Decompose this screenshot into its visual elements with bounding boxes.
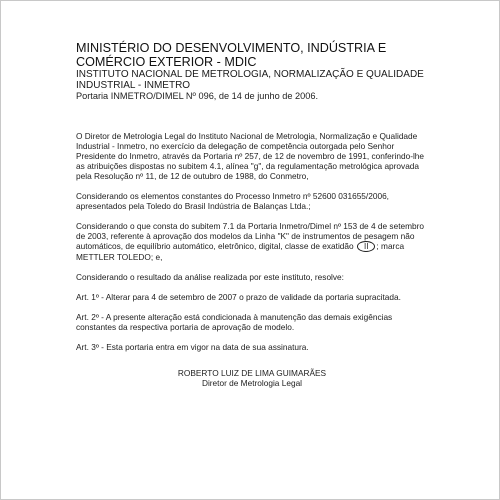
considering-line: de 2003, referente à aprovação dos modelos da Linha "K" de instrumentos de pesagem não (76, 231, 415, 241)
preamble-paragraph (76, 131, 428, 181)
preamble-line: as atribuições dispostas no subitem 4.1, alínea "g", da regulamentação metrológica aprovada (76, 161, 420, 171)
considering-line: METTLER TOLEDO; e, (76, 252, 163, 262)
portaria-reference: Portaria INMETRO/DIMEL Nº 096, de 14 de junho de 2006. (76, 91, 319, 101)
accuracy-class-mark: II (357, 241, 375, 252)
signatory-name: ROBERTO LUIZ DE LIMA GUIMARÃES (177, 368, 327, 378)
institute-title-line-1: INSTITUTO NACIONAL DE METROLOGIA, NORMALIZAÇÃO E QUALIDADE (76, 69, 424, 80)
considering-line-with-class (76, 241, 428, 252)
document-header (76, 41, 428, 102)
institute-title-line-2: INDUSTRIAL - INMETRO (76, 80, 191, 91)
ministry-title-line-2: COMÉRCIO EXTERIOR - MDIC (76, 55, 257, 69)
signatory-title: Diretor de Metrologia Legal (201, 378, 303, 388)
article-2 (76, 312, 428, 332)
article-1: Art. 1º - Alterar para 4 de setembro de 2007 o prazo de validade da portaria supracitada. (76, 292, 401, 302)
considering-paragraph-2 (76, 221, 428, 262)
article-3: Art. 3º - Esta portaria entra em vigor na data de sua assinatura. (76, 342, 309, 352)
considering-line: Considerando o que consta do subitem 7.1 da Portaria Inmetro/Dimel nº 153 de 4 de setembro (76, 221, 425, 231)
considering-paragraph-3: Considerando o resultado da análise realizada por este instituto, resolve: (76, 272, 344, 282)
article-line: constantes da respectiva portaria de aprovação de modelo. (76, 322, 295, 332)
article-line: Art. 2º - A presente alteração está condicionada à manutenção das demais exigências (76, 312, 393, 322)
considering-paragraph-1 (76, 191, 428, 211)
preamble-line: Industrial - Inmetro, no exercício da delegação de competência outorgada pelo Senhor (76, 141, 395, 151)
signature-block (76, 368, 428, 388)
considering-line: apresentados pela Toledo do Brasil Indústria de Balanças Ltda.; (76, 201, 311, 211)
preamble-line: pela Resolução nº 11, de 12 de outubro de 1988, do Conmetro, (76, 171, 309, 181)
preamble-line: O Diretor de Metrologia Legal do Instituto Nacional de Metrologia, Normalização e Qualidade (76, 131, 418, 141)
considering-line: Considerando os elementos constantes do Processo Inmetro nº 52600 031655/2006, (76, 191, 389, 201)
considering-text: ; marca (376, 241, 405, 251)
considering-text: automáticos, de equilíbrio automático, eletrônico, digital, classe de exatidão (76, 241, 354, 251)
ministry-title-line-1: MINISTÉRIO DO DESENVOLVIMENTO, INDÚSTRIA E (76, 41, 387, 55)
preamble-line: Presidente do Inmetro, através da Portaria nº 257, de 12 de novembro de 1991, conferindo-lhe (76, 151, 425, 161)
document-content (76, 41, 428, 388)
